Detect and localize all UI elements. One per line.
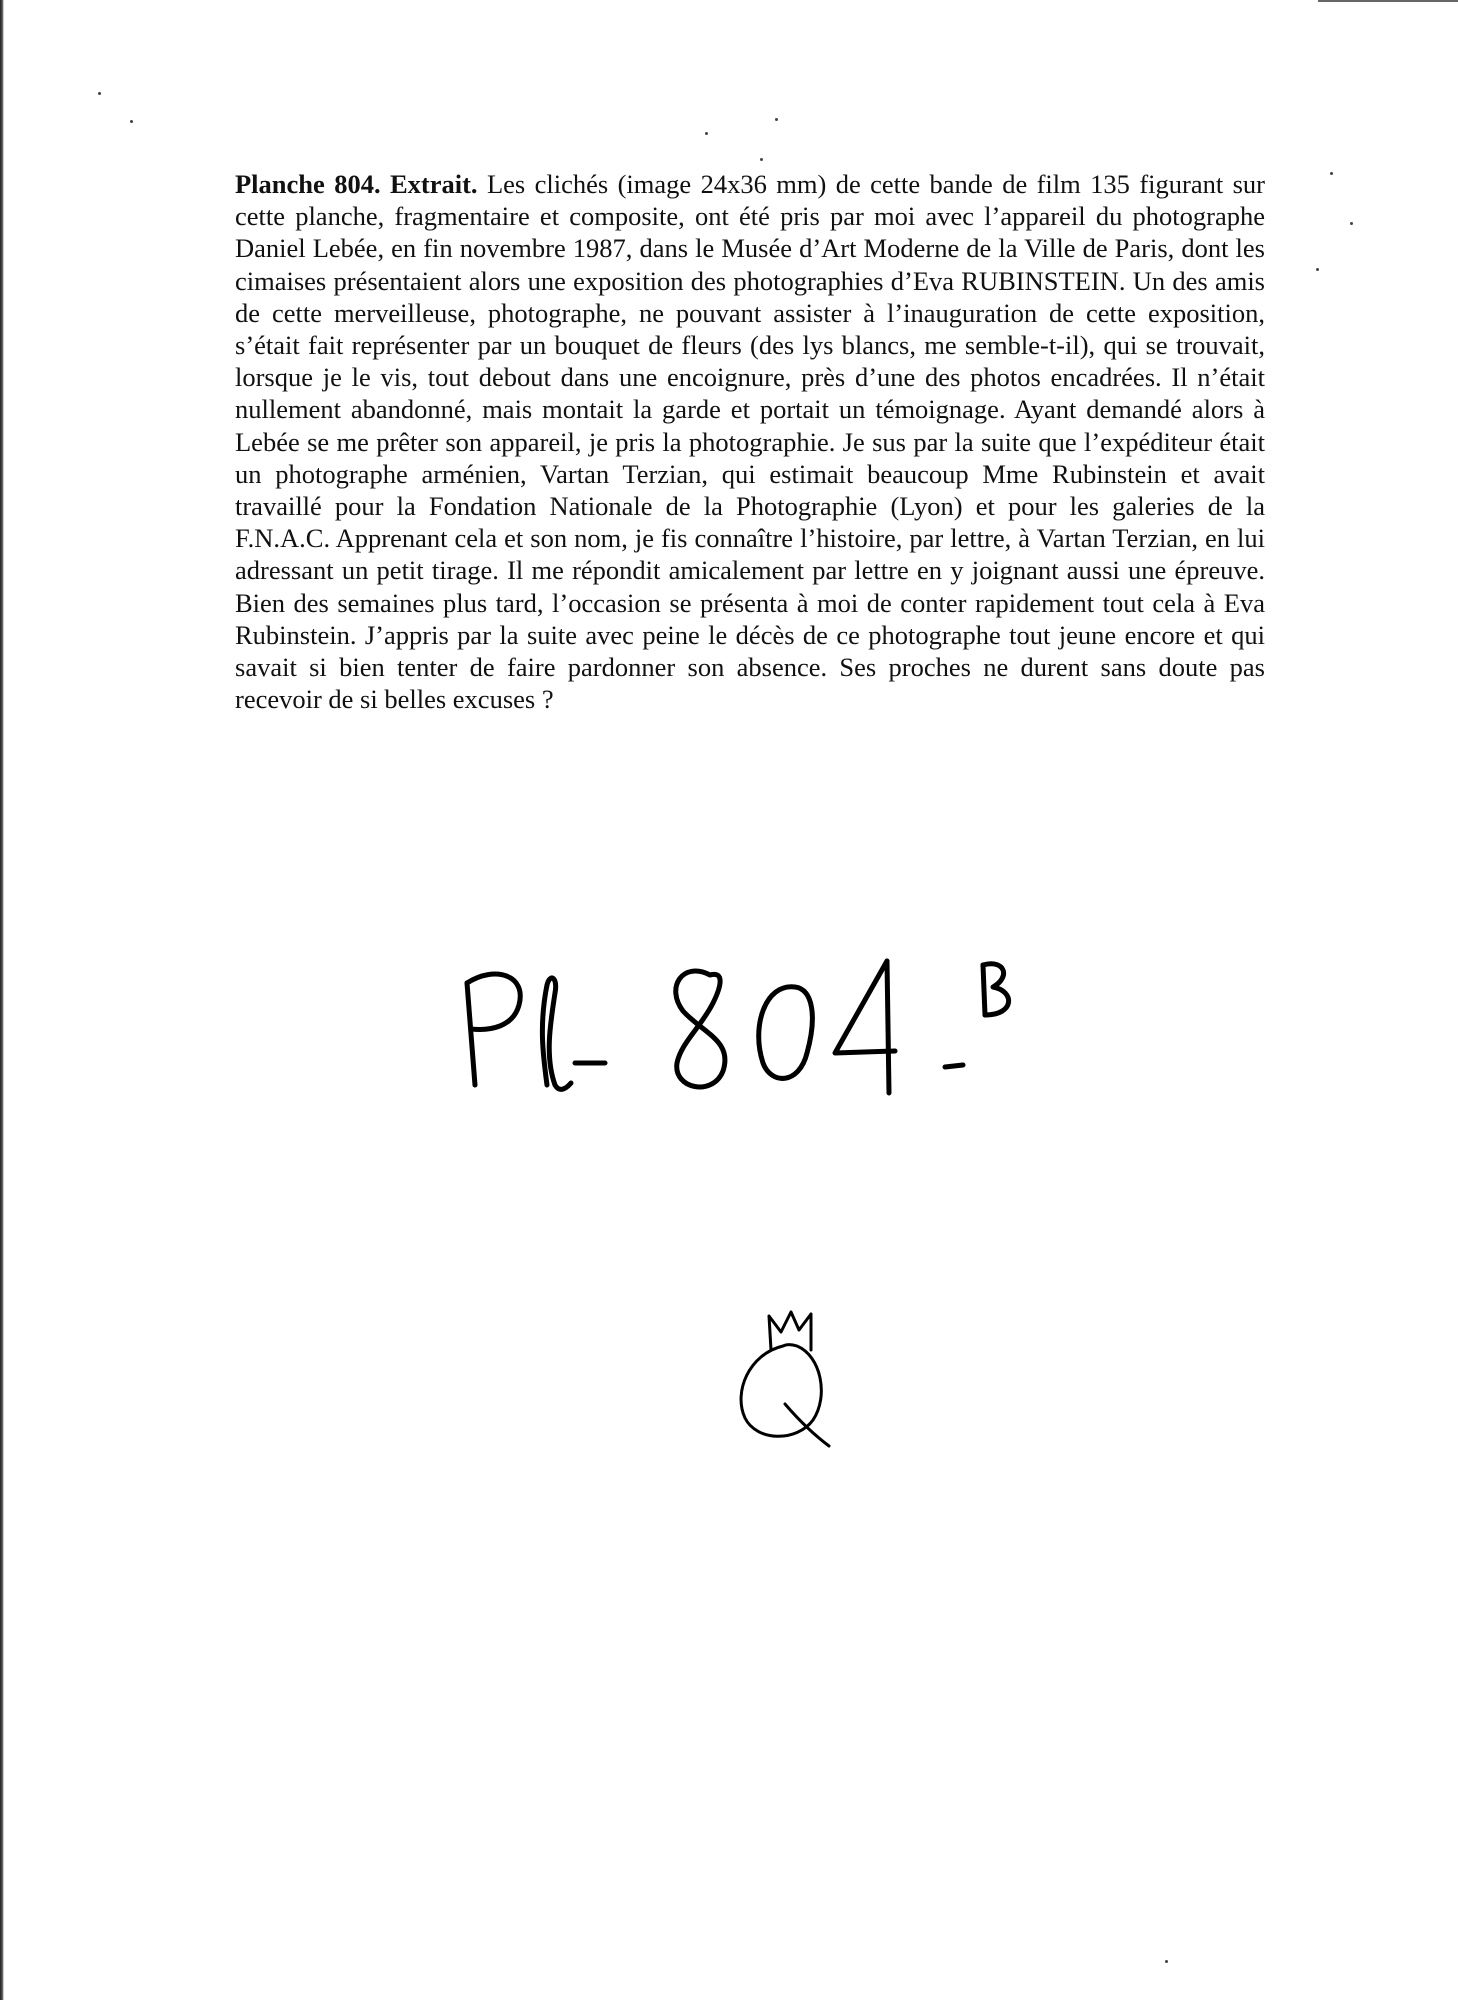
crowned-q-drawing: [725, 1300, 865, 1460]
handwritten-annotation-drawing: [455, 935, 1055, 1105]
scan-speck: [775, 118, 778, 121]
scan-speck: [760, 158, 763, 161]
scan-speck: [130, 120, 133, 123]
handwritten-annotation: [455, 935, 1055, 1105]
scan-speck: [705, 132, 708, 135]
scan-edge-left: [0, 0, 4, 2000]
scan-edge-top: [1318, 0, 1458, 2]
document-heading: Planche 804. Extrait.: [235, 169, 478, 199]
scan-speck: [1350, 222, 1353, 225]
scan-speck: [98, 92, 101, 95]
document-body: Les clichés (image 24x36 mm) de cette bande de film 135 figurant sur cette planche, fragmentaire et composite, ont été pris par moi avec l’appareil du photographe Daniel Lebée, en fin novembre 1987, dans le Musée d’Art Moderne de la Ville de Paris, dont les cimaises présentaient alors une exposition des photographies d’Eva RUBINSTEIN. Un des amis de cette merveilleuse, photographe, ne pouvant assister à l’inauguration de cette exposition, s’était fait représenter par un bouquet de fleurs (des lys blancs, me semble-t-il), qui se trouvait, lorsque je le vis, tout debout dans une encoignure, près d’une des photos encadrées. Il n’était nullement abandonné, mais montait la garde et portait un témoignage. Ayant demandé alors à Lebée se me prêter son appareil, je pris la photographie. Je sus par la suite que l’expéditeur était un photographe arménien, Vartan Terzian, qui estimait beaucoup Mme Rubinstein et avait travaillé pour la Fondation Nationale de la Photographie (Lyon) et pour les galeries de la F.N.A.C. Apprenant cela et son nom, je fis connaître l’histoire, par lettre, à Vartan Terzian, en lui adressant un petit tirage. Il me répondit amicalement par lettre en y joignant aussi une épreuve. Bien des semaines plus tard, l’occasion se présenta à moi de conter rapidement tout cela à Eva Rubinstein. J’appris par la suite avec peine le décès de ce photographe tout jeune encore et qui savait si bien tenter de faire pardonner son absence. Ses proches ne durent sans doute pas recevoir de si belles excuses ?: [235, 169, 1265, 715]
scan-speck: [1330, 172, 1333, 175]
crowned-q-monogram: [725, 1300, 865, 1460]
document-paragraph: [235, 168, 1265, 715]
scan-speck: [1316, 268, 1319, 271]
scan-speck: [1165, 1960, 1168, 1963]
